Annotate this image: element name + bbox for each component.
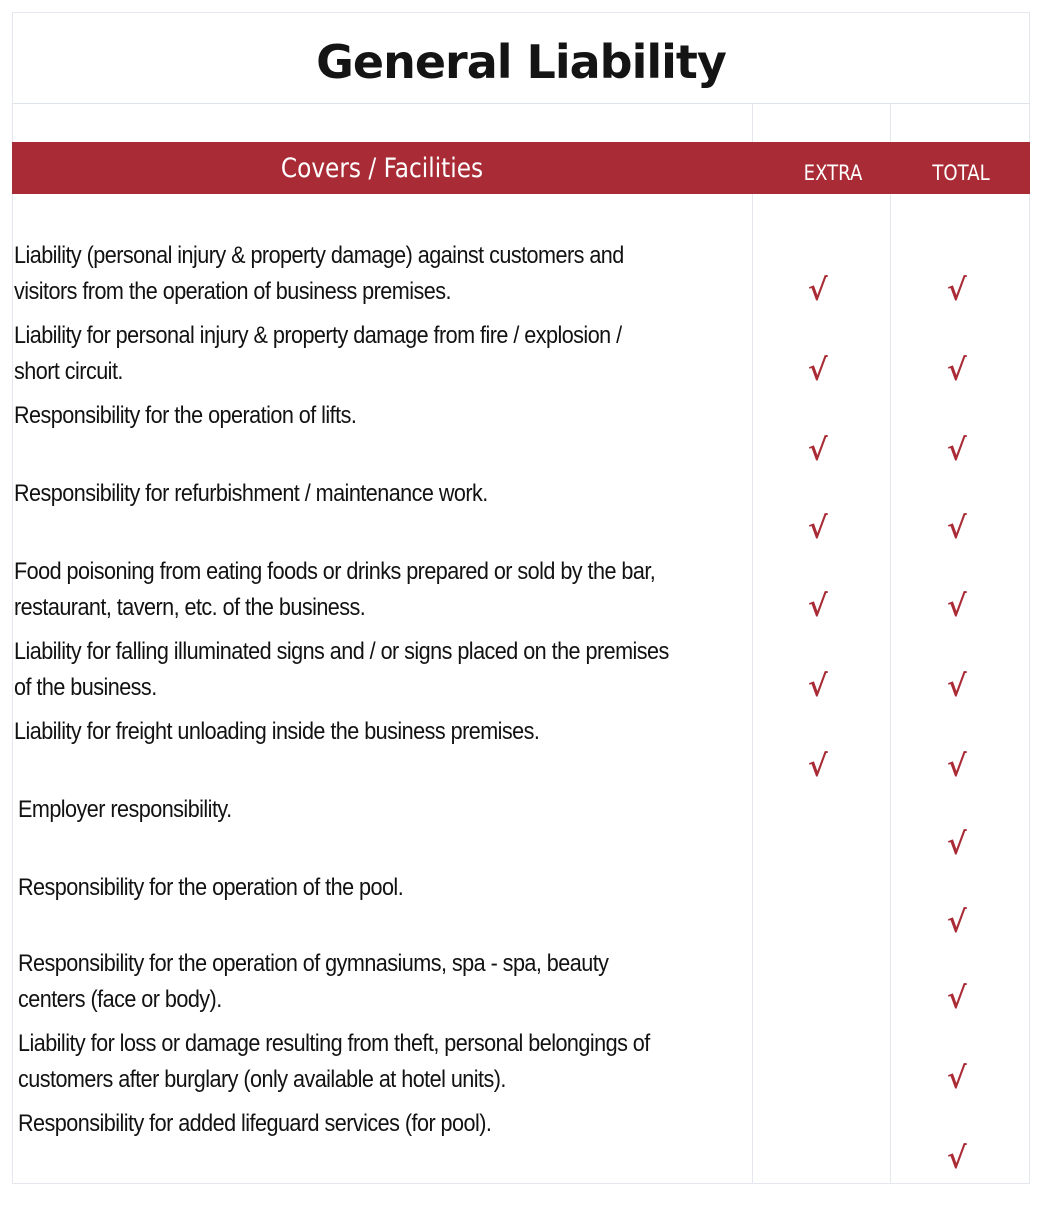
total-check-icon: √ [947, 827, 967, 862]
total-check-icon: √ [947, 589, 967, 624]
table-row [12, 392, 1030, 470]
row-description: Liability for loss or damage resulting from theft, personal belongings of customers after burglary (only available at hotel units). [18, 1030, 650, 1093]
table-row [12, 1100, 1030, 1178]
row-description: Liability (personal injury & property damage) against customers and visitors from the operation of business premises. [14, 242, 624, 305]
row-description: Responsibility for refurbishment / maintenance work. [14, 480, 488, 507]
table-row [12, 312, 1030, 392]
total-check-icon: √ [947, 1141, 967, 1176]
header-total: TOTAL [932, 161, 990, 185]
extra-check-icon: √ [808, 669, 828, 704]
extra-check-icon: √ [808, 433, 828, 468]
extra-check-icon: √ [808, 353, 828, 388]
table-row [12, 548, 1030, 628]
total-check-icon: √ [947, 981, 967, 1016]
total-check-icon: √ [947, 749, 967, 784]
total-check-icon: √ [947, 273, 967, 308]
header-covers-facilities: Covers / Facilities [280, 152, 484, 184]
total-check-icon: √ [947, 511, 967, 546]
total-check-icon: √ [947, 1061, 967, 1096]
table-row [12, 708, 1030, 786]
table-header [12, 142, 1030, 194]
row-description: Employer responsibility. [18, 796, 232, 823]
extra-check-icon: √ [808, 749, 828, 784]
table-row [12, 786, 1030, 864]
extra-check-icon: √ [808, 589, 828, 624]
coverage-list [12, 232, 1030, 1178]
row-description: Liability for freight unloading inside the business premises. [14, 718, 540, 745]
table-row [12, 864, 1030, 940]
table-row [12, 232, 1030, 312]
page-title: General Liability [316, 34, 726, 89]
total-check-icon: √ [947, 669, 967, 704]
row-description: Responsibility for the operation of the pool. [18, 874, 404, 901]
row-description: Liability for falling illuminated signs and / or signs placed on the premises of the business. [14, 638, 669, 701]
extra-check-icon: √ [808, 273, 828, 308]
total-check-icon: √ [947, 433, 967, 468]
total-check-icon: √ [947, 905, 967, 940]
table-row [12, 628, 1030, 708]
table-row [12, 470, 1030, 548]
row-description: Liability for personal injury & property damage from fire / explosion / short circuit. [14, 322, 622, 385]
row-description: Responsibility for the operation of gymnasiums, spa - spa, beauty centers (face or body). [18, 950, 609, 1013]
total-check-icon: √ [947, 353, 967, 388]
extra-check-icon: √ [808, 511, 828, 546]
row-description: Food poisoning from eating foods or drinks prepared or sold by the bar, restaurant, tavern, etc. of the business. [14, 558, 656, 621]
header-extra: EXTRA [803, 161, 863, 185]
table-row [12, 1020, 1030, 1100]
title-row [12, 12, 1030, 104]
row-description: Responsibility for added lifeguard services (for pool). [18, 1110, 492, 1137]
table-row [12, 940, 1030, 1020]
row-description: Responsibility for the operation of lifts. [14, 402, 357, 429]
